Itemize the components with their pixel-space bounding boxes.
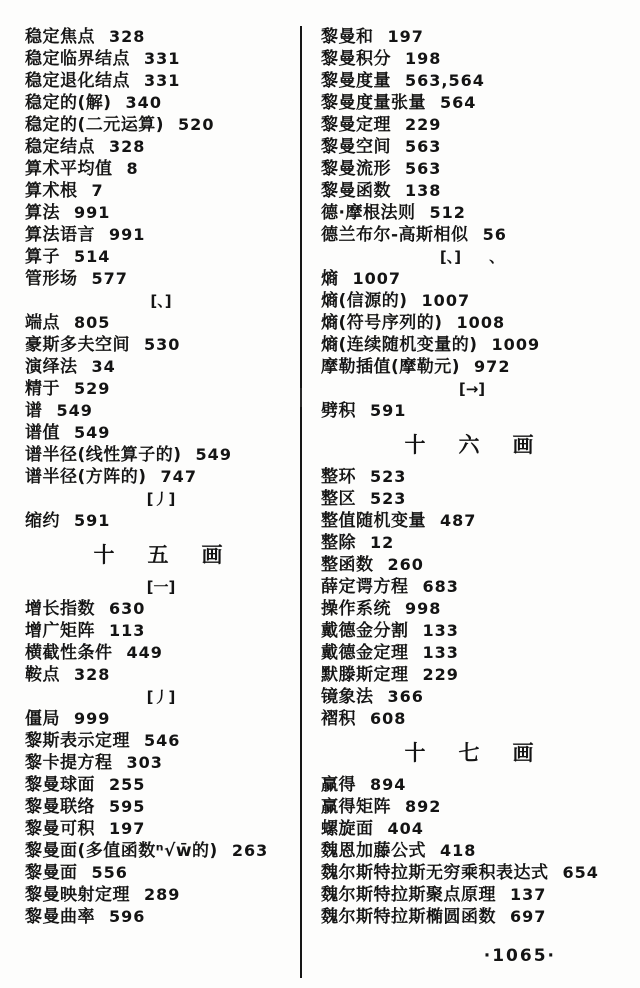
index-entry — [321, 136, 623, 158]
index-entry — [321, 818, 623, 840]
index-entry-term: 黎曼面(多值函数ⁿ√w̄的) — [25, 841, 218, 861]
index-entry — [25, 158, 297, 180]
index-entry — [25, 26, 297, 48]
stroke-section-marker — [25, 488, 297, 510]
index-entry — [25, 202, 297, 224]
index-entry-page: 331 — [144, 49, 181, 68]
index-entry-page: 404 — [387, 819, 424, 838]
index-entry — [25, 620, 297, 642]
index-entry-term: 黎曼积分 — [321, 49, 391, 69]
index-entry-page: 418 — [440, 841, 477, 860]
index-entry — [25, 598, 297, 620]
index-entry-term: 薛定谔方程 — [321, 577, 409, 597]
index-entry-term: 魏恩加藤公式 — [321, 841, 426, 861]
index-entry-term: 德·摩根法则 — [321, 203, 416, 223]
index-entry-term: 整值随机变量 — [321, 511, 426, 531]
stroke-section-marker — [25, 290, 297, 312]
index-entry-page: 331 — [144, 71, 181, 90]
index-entry-term: 管形场 — [25, 269, 78, 289]
index-entry — [321, 686, 623, 708]
index-entry — [25, 246, 297, 268]
index-entry-page: 563 — [405, 159, 442, 178]
index-entry — [321, 400, 623, 422]
index-entry-page: 591 — [370, 401, 407, 420]
index-entry-page: 263 — [231, 841, 269, 860]
index-entry-page: 747 — [160, 467, 197, 486]
index-entry-page: 1007 — [352, 269, 402, 288]
index-entry — [25, 708, 297, 730]
index-entry — [321, 290, 623, 312]
index-entry-term: 戴德金分割 — [321, 621, 409, 641]
index-entry-page: 530 — [144, 335, 181, 354]
index-entry — [25, 114, 297, 136]
index-entry-term: 熵 — [321, 269, 339, 289]
index-entry-term: 增长指数 — [25, 599, 95, 619]
index-entry — [321, 796, 623, 818]
index-entry-term: 端点 — [25, 313, 60, 333]
index-entry — [25, 752, 297, 774]
index-entry — [25, 906, 297, 928]
index-entry-page: 892 — [405, 797, 442, 816]
index-entry-page: 591 — [74, 511, 111, 530]
index-entry-term: 缩约 — [25, 511, 60, 531]
stroke-count-heading: 十 七 画 — [404, 741, 540, 765]
index-entry — [25, 642, 297, 664]
index-entry-term: 魏尔斯特拉斯无穷乘积表达式 — [321, 863, 549, 883]
index-entry-term: 黎曼面 — [25, 863, 78, 883]
index-entry-page: 229 — [422, 665, 459, 684]
stroke-section-marker — [321, 378, 623, 400]
index-entry-term: 谱半径(方阵的) — [25, 467, 147, 487]
index-entry — [321, 884, 623, 906]
index-entry-page: 608 — [370, 709, 407, 728]
index-entry-page: 12 — [370, 533, 395, 552]
index-entry — [25, 840, 297, 862]
stray-print-mark: 、 — [489, 248, 505, 266]
index-entry-page: 999 — [74, 709, 111, 728]
index-entry — [25, 422, 297, 444]
page-number: ·1065· — [483, 946, 556, 966]
index-entry — [321, 92, 623, 114]
index-entry — [25, 92, 297, 114]
index-entry-term: 算法 — [25, 203, 60, 223]
index-entry-page: 697 — [510, 907, 547, 926]
index-entry — [321, 576, 623, 598]
index-entry-page: 991 — [109, 225, 146, 244]
index-entry — [321, 774, 623, 796]
index-entry — [25, 730, 297, 752]
index-entry-term: 黎斯表示定理 — [25, 731, 130, 751]
index-entry — [25, 884, 297, 906]
index-entry — [25, 444, 297, 466]
index-entry — [25, 400, 297, 422]
index-entry-term: 黎曼函数 — [321, 181, 391, 201]
index-entry — [321, 180, 623, 202]
index-column-right — [321, 26, 623, 928]
index-entry-page: 683 — [422, 577, 459, 596]
index-entry — [25, 664, 297, 686]
index-entry-page: 197 — [109, 819, 146, 838]
index-entry-term: 黎曼流形 — [321, 159, 391, 179]
index-entry — [321, 554, 623, 576]
index-entry-term: 算法语言 — [25, 225, 95, 245]
index-entry — [321, 70, 623, 92]
index-entry — [321, 906, 623, 928]
index-entry-term: 赢得矩阵 — [321, 797, 391, 817]
index-entry-term: 德兰布尔-高斯相似 — [321, 225, 469, 245]
index-entry — [25, 510, 297, 532]
index-entry-term: 整区 — [321, 489, 356, 509]
index-entry-page: 328 — [109, 137, 146, 156]
index-entry-term: 算子 — [25, 247, 60, 267]
index-entry-term: 黎曼和 — [321, 27, 374, 47]
index-entry — [25, 268, 297, 290]
index-entry-term: 整环 — [321, 467, 356, 487]
index-entry-term: 默滕斯定理 — [321, 665, 409, 685]
index-entry-page: 546 — [144, 731, 181, 750]
index-entry — [25, 378, 297, 400]
stroke-section-marker-label: [→] — [458, 380, 486, 398]
index-entry-page: 113 — [109, 621, 146, 640]
index-entry — [321, 202, 623, 224]
index-entry-term: 鞍点 — [25, 665, 60, 685]
index-entry — [321, 158, 623, 180]
index-entry-page: 998 — [405, 599, 442, 618]
index-entry-term: 熵(信源的) — [321, 291, 408, 311]
index-entry-page: 549 — [195, 445, 232, 464]
index-entry-term: 谱 — [25, 401, 43, 421]
index-entry-term: 黎卡提方程 — [25, 753, 113, 773]
index-entry-page: 577 — [91, 269, 128, 288]
stroke-count-heading: 十 五 画 — [93, 543, 229, 567]
index-entry — [321, 840, 623, 862]
index-entry — [321, 532, 623, 554]
index-entry-page: 229 — [405, 115, 442, 134]
index-entry-term: 黎曼度量 — [321, 71, 391, 91]
index-entry-page: 514 — [74, 247, 111, 266]
index-entry-term: 稳定结点 — [25, 137, 95, 157]
stroke-section-marker — [25, 576, 297, 598]
index-entry-term: 熵(符号序列的) — [321, 313, 443, 333]
index-column-left — [25, 26, 297, 928]
index-entry-page: 520 — [178, 115, 215, 134]
index-entry-term: 稳定的(解) — [25, 93, 112, 113]
index-entry-page: 596 — [109, 907, 146, 926]
index-entry — [25, 48, 297, 70]
index-entry — [25, 862, 297, 884]
index-entry — [321, 862, 623, 884]
index-entry-term: 摩勒插值(摩勒元) — [321, 357, 461, 377]
index-entry-term: 劈积 — [321, 401, 356, 421]
index-entry-term: 精于 — [25, 379, 60, 399]
index-entry-term: 黎曼空间 — [321, 137, 391, 157]
index-entry — [25, 312, 297, 334]
index-entry-page: 564 — [440, 93, 477, 112]
stroke-section-marker-label: [、] — [150, 292, 172, 310]
index-entry — [321, 312, 623, 334]
index-entry-term: 算术根 — [25, 181, 78, 201]
index-entry — [321, 642, 623, 664]
index-entry-page: 654 — [562, 863, 599, 882]
index-entry-page: 595 — [109, 797, 146, 816]
index-entry-term: 整除 — [321, 533, 356, 553]
index-entry — [321, 268, 623, 290]
index-entry-term: 戴德金定理 — [321, 643, 409, 663]
index-entry — [25, 356, 297, 378]
index-entry-term: 镜象法 — [321, 687, 374, 707]
index-entry — [321, 114, 623, 136]
index-entry — [25, 180, 297, 202]
index-entry-page: 133 — [422, 643, 459, 662]
index-entry — [321, 598, 623, 620]
index-entry — [25, 136, 297, 158]
index-entry-term: 黎曼曲率 — [25, 907, 95, 927]
index-entry-page: 133 — [422, 621, 459, 640]
index-entry-page: 894 — [370, 775, 407, 794]
index-entry-term: 黎曼定理 — [321, 115, 391, 135]
index-entry-page: 991 — [74, 203, 111, 222]
index-entry-page: 255 — [109, 775, 146, 794]
index-entry-page: 1008 — [456, 313, 506, 332]
index-entry-page: 563 — [405, 137, 442, 156]
index-entry-page: 328 — [74, 665, 111, 684]
index-entry-term: 操作系统 — [321, 599, 391, 619]
index-entry-term: 稳定的(二元运算) — [25, 115, 165, 135]
index-entry-term: 魏尔斯特拉斯椭圆函数 — [321, 907, 496, 927]
index-entry-page: 303 — [126, 753, 163, 772]
stroke-section-marker-label: [丿] — [146, 490, 176, 508]
index-entry-term: 算术平均值 — [25, 159, 113, 179]
index-entry — [321, 620, 623, 642]
index-entry-term: 谱值 — [25, 423, 60, 443]
index-entry — [321, 224, 623, 246]
index-entry — [321, 48, 623, 70]
index-entry-term: 演绎法 — [25, 357, 78, 377]
index-entry-page: 1007 — [421, 291, 471, 310]
stroke-section-marker — [25, 686, 297, 708]
index-entry-page: 8 — [126, 159, 139, 178]
index-entry-page: 366 — [387, 687, 424, 706]
stroke-count-heading: 十 六 画 — [404, 433, 540, 457]
index-entry-term: 赢得 — [321, 775, 356, 795]
stroke-section-marker-label: [一] — [146, 578, 176, 596]
index-entry — [321, 26, 623, 48]
index-entry — [25, 774, 297, 796]
index-entry-page: 7 — [91, 181, 104, 200]
index-entry-term: 螺旋面 — [321, 819, 374, 839]
index-entry — [25, 796, 297, 818]
index-entry — [321, 334, 623, 356]
index-entry-page: 512 — [429, 203, 466, 222]
index-entry — [25, 70, 297, 92]
index-entry-page: 197 — [387, 27, 424, 46]
index-entry — [25, 466, 297, 488]
index-entry-page: 523 — [370, 467, 407, 486]
index-entry-term: 黎曼映射定理 — [25, 885, 130, 905]
index-entry-page: 549 — [56, 401, 93, 420]
index-entry — [321, 356, 623, 378]
index-entry-page: 56 — [482, 225, 507, 244]
column-divider-line — [300, 26, 302, 978]
index-entry — [25, 224, 297, 246]
index-entry-page: 34 — [91, 357, 116, 376]
index-entry-page: 137 — [510, 885, 547, 904]
index-entry-term: 黎曼可积 — [25, 819, 95, 839]
index-entry — [321, 466, 623, 488]
index-entry-page: 449 — [126, 643, 163, 662]
index-entry-term: 黎曼联络 — [25, 797, 95, 817]
index-entry-page: 138 — [405, 181, 442, 200]
index-entry — [321, 488, 623, 510]
stroke-section-marker — [321, 246, 623, 268]
index-entry-term: 僵局 — [25, 709, 60, 729]
index-entry-page: 340 — [125, 93, 162, 112]
stroke-section-marker-label: [、] — [439, 248, 462, 266]
index-entry-term: 横截性条件 — [25, 643, 113, 663]
index-entry-page: 529 — [74, 379, 111, 398]
index-entry-page: 556 — [91, 863, 128, 882]
index-entry-page: 563,564 — [405, 71, 485, 90]
index-entry-term: 稳定退化结点 — [25, 71, 130, 91]
index-entry — [25, 334, 297, 356]
index-entry-term: 谱半径(线性算子的) — [25, 445, 182, 465]
index-entry-page: 549 — [74, 423, 111, 442]
index-entry-page: 289 — [144, 885, 181, 904]
index-entry-page: 972 — [474, 357, 511, 376]
index-entry-page: 630 — [109, 599, 146, 618]
index-entry-term: 黎曼度量张量 — [321, 93, 426, 113]
index-entry-page: 328 — [109, 27, 146, 46]
index-entry-term: 褶积 — [321, 709, 356, 729]
index-entry — [321, 510, 623, 532]
index-entry-term: 稳定焦点 — [25, 27, 95, 47]
index-entry-page: 260 — [387, 555, 424, 574]
index-entry-term: 黎曼球面 — [25, 775, 95, 795]
index-entry — [25, 818, 297, 840]
index-entry-term: 魏尔斯特拉斯聚点原理 — [321, 885, 496, 905]
index-entry-term: 稳定临界结点 — [25, 49, 130, 69]
index-entry-term: 豪斯多夫空间 — [25, 335, 130, 355]
index-entry-page: 198 — [405, 49, 442, 68]
stroke-section-marker-label: [丿] — [146, 688, 176, 706]
index-entry-term: 整函数 — [321, 555, 374, 575]
index-entry-page: 1009 — [491, 335, 541, 354]
index-entry-page: 487 — [440, 511, 477, 530]
index-entry-term: 增广矩阵 — [25, 621, 95, 641]
index-entry — [321, 708, 623, 730]
index-entry — [321, 664, 623, 686]
index-entry-page: 805 — [74, 313, 111, 332]
index-entry-page: 523 — [370, 489, 407, 508]
index-entry-term: 熵(连续随机变量的) — [321, 335, 478, 355]
